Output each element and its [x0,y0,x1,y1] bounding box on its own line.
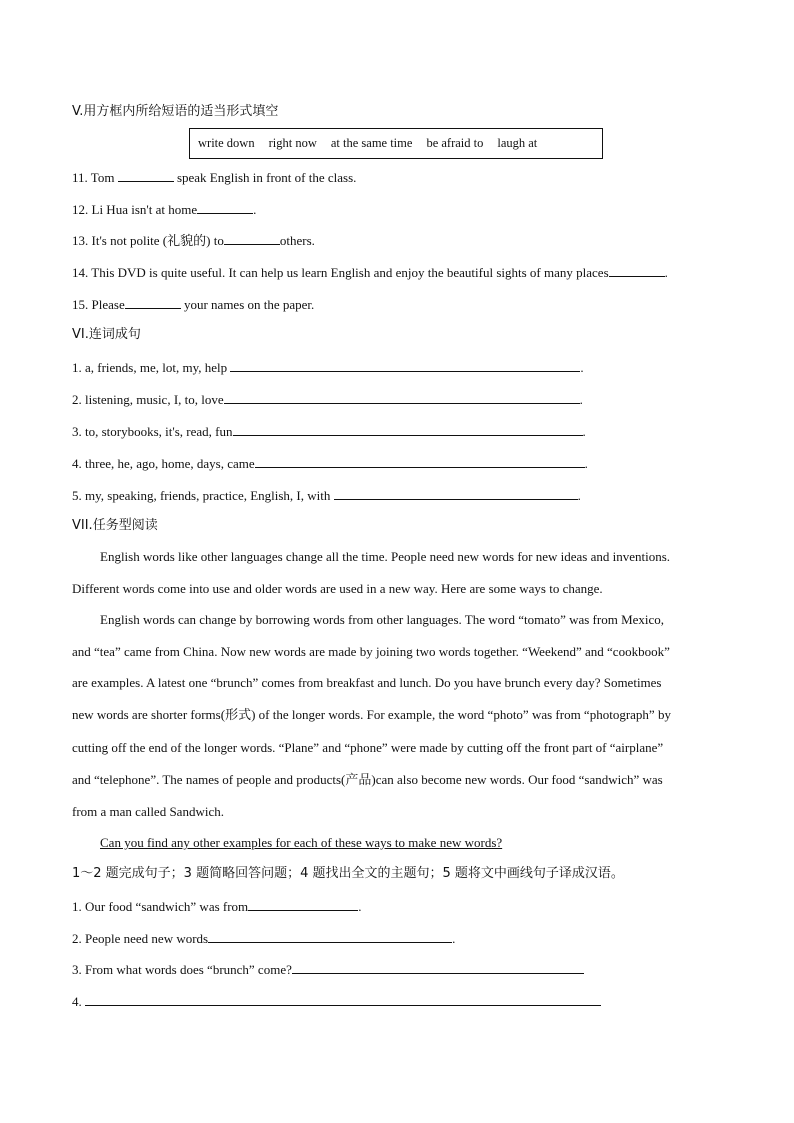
reading-paragraph-2: English words can change by borrowing words from other languages. The word “tomato” was from Mexico, and “tea” came from China. Now new words are made by joining two words together. “Weekend” and “cookbook” are examples. A latest one “brunch” comes from breakfast and lunch. Do you have brunch every day? Sometimes new words are shorter forms(形式) of the longer words. For example, the word “photo” was from “photograph” by cutting off the end of the longer words. “Plane” and “phone” were made by cutting off the front part of “airplane” and “telephone”. The names of people and products(产品)can also become new words. Our food “sandwich” was from a man called Sandwich. [72,612,671,820]
reading-question-3: 3. From what words does “brunch” come? [72,961,584,978]
phrase-right-now: right now [268,136,317,150]
question-14: 14. This DVD is quite useful. It can help us learn English and enjoy the beautiful sights of many places . [72,265,668,280]
answer-blank-reorder-2[interactable] [224,391,580,404]
answer-blank-reorder-5[interactable] [334,487,578,500]
question-11: 11. Tom speak English in front of the class. [72,170,357,185]
section-5-heading: V.用方框内所给短语的适当形式填空 [72,104,279,119]
reorder-item-5: 5. my, speaking, friends, practice, English, I, with . [72,488,581,503]
answer-blank-reading-4[interactable] [85,993,601,1006]
answer-blank-reorder-4[interactable] [255,455,585,468]
phrase-box [189,128,603,159]
answer-blank-reading-1[interactable] [248,898,358,911]
phrase-laugh-at: laugh at [497,136,538,150]
reorder-item-3: 3. to, storybooks, it's, read, fun . [72,424,586,439]
answer-blank-13[interactable] [224,232,280,245]
answer-blank-12[interactable] [197,201,253,214]
phrase-at-the-same-time: at the same time [330,136,413,150]
question-13: 13. It's not polite (礼貌的) to others. [72,233,315,249]
answer-blank-reorder-3[interactable] [233,423,583,436]
phrase-be-afraid-to: be afraid to [426,136,484,150]
answer-blank-reorder-1[interactable] [230,359,580,372]
reorder-item-2: 2. listening, music, I, to, love . [72,392,583,407]
answer-blank-reading-3[interactable] [292,961,584,974]
underlined-sentence: Can you find any other examples for each of these ways to make new words? [100,835,503,850]
reading-paragraph-1: English words like other languages change all the time. People need new words for new ideas and inventions. Different words come into use and older words are used in a new way. Here are some ways to change. [72,549,671,596]
reorder-item-4: 4. three, he, ago, home, days, came . [72,456,588,471]
phrase-write-down: write down [198,136,255,150]
question-12: 12. Li Hua isn't at home . [72,202,257,217]
reading-question-2: 2. People need new words . [72,931,456,946]
task-instructions: 1～2 题完成句子；3 题简略回答问题；4 题找出全文的主题句；5 题将文中画线句子译成汉语。 [72,866,624,881]
answer-blank-14[interactable] [609,264,665,277]
answer-blank-11[interactable] [118,169,174,182]
answer-blank-15[interactable] [125,296,181,309]
question-15: 15. Please your names on the paper. [72,297,315,312]
reading-question-1: 1. Our food “sandwich” was from . [72,899,362,914]
reading-question-4: 4. [72,993,601,1010]
section-7-heading: VII.任务型阅读 [72,518,158,533]
reorder-item-1: 1. a, friends, me, lot, my, help . [72,360,584,375]
answer-blank-reading-2[interactable] [208,930,452,943]
section-6-heading: VI.连词成句 [72,327,141,342]
